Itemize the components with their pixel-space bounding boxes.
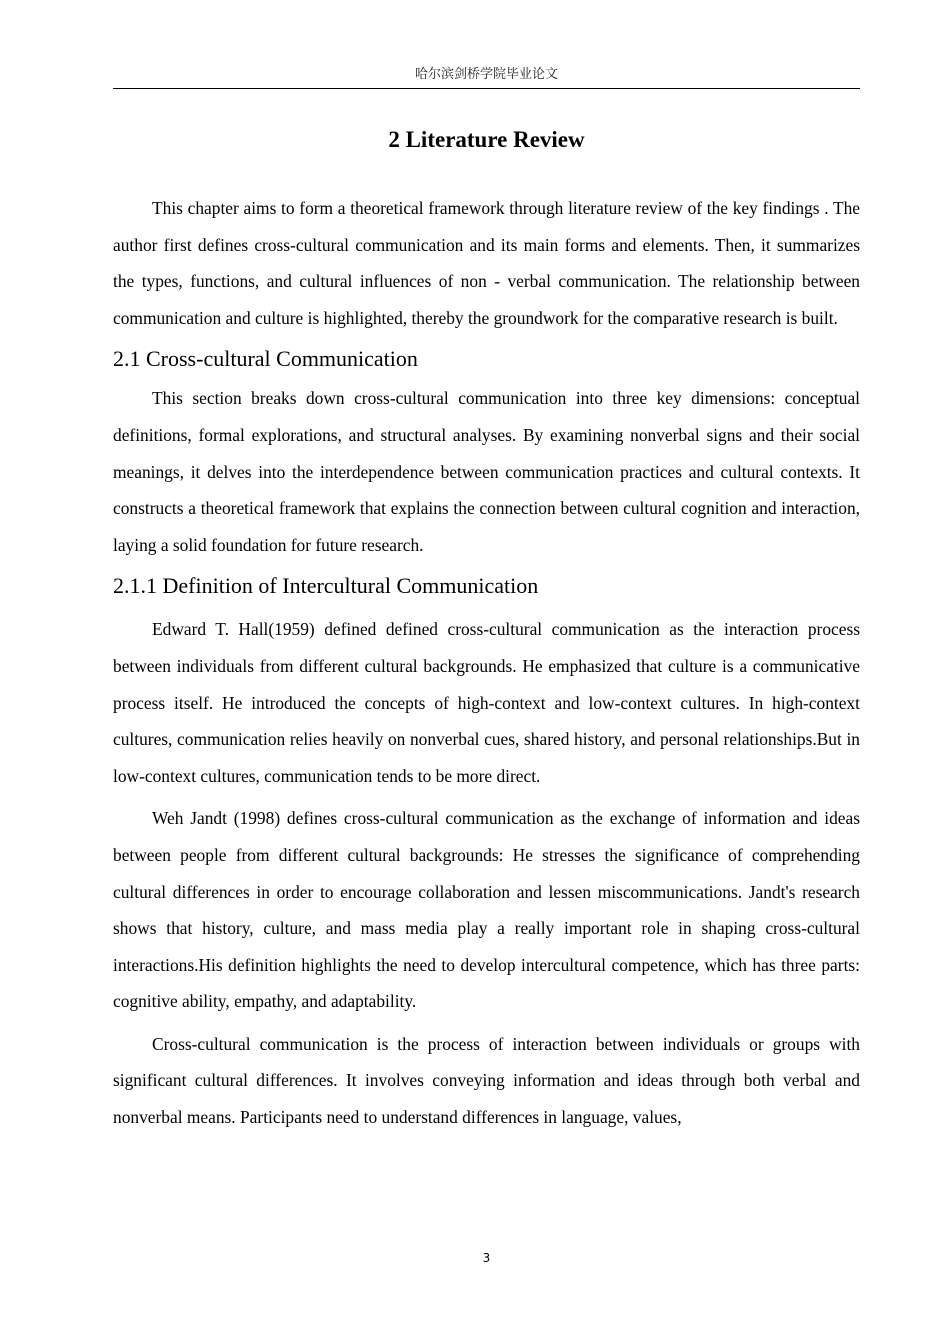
section-heading-2-1-1: 2.1.1 Definition of Intercultural Communication: [113, 573, 539, 599]
main-content: [113, 190, 860, 1136]
section-2-1-1-paragraph-2: Weh Jandt (1998) defines cross-cultural communication as the exchange of information and ideas between people from different cultural backgrounds: He stresses the significance of comprehending cultural differences in order to encourage collaboration and lessen miscommunications. Jandt's research shows that history, culture, and mass media play a really important role in shaping cross-cultural interactions.His definition highlights the need to develop intercultural competence, which has three parts: cognitive ability, empathy, and adaptability.: [113, 808, 860, 1012]
page-number: 3: [482, 1251, 491, 1265]
section-heading-2-1: 2.1 Cross-cultural Communication: [113, 346, 418, 372]
section-2-1-paragraph: This section breaks down cross-cultural communication into three key dimensions: conceptual definitions, formal explorations, and structural analyses. By examining nonverbal signs and their social meanings, it delves into the interdependence between communication practices and cultural contexts. It constructs a theoretical framework that explains the connection between cultural cognition and interaction, laying a solid foundation for future research.: [113, 388, 860, 555]
section-2-1-1-paragraph-1: Edward T. Hall(1959) defined defined cross-cultural communication as the interaction process between individuals from different cultural backgrounds. He emphasized that culture is a communicative process itself. He introduced the concepts of high-context and low-context cultures. In high-context cultures, communication relies heavily on nonverbal cues, shared history, and personal relationships.But in low-context cultures, communication tends to be more direct.: [113, 619, 860, 786]
intro-paragraph: This chapter aims to form a theoretical framework through literature review of the key findings . The author first defines cross-cultural communication and its main forms and elements. Then, it summarizes the types, functions, and cultural influences of non - verbal communication. The relationship between communication and culture is highlighted, thereby the groundwork for the comparative research is built.: [113, 198, 860, 328]
header-rule: [113, 88, 860, 89]
running-header: 哈尔滨剑桥学院毕业论文: [414, 67, 558, 82]
section-2-1-1-paragraph-3: Cross-cultural communication is the process of interaction between individuals or groups with significant cultural differences. It involves conveying information and ideas through both verbal and nonverbal means. Participants need to understand differences in language, values,: [113, 1033, 860, 1128]
chapter-title: 2 Literature Review: [388, 127, 585, 152]
